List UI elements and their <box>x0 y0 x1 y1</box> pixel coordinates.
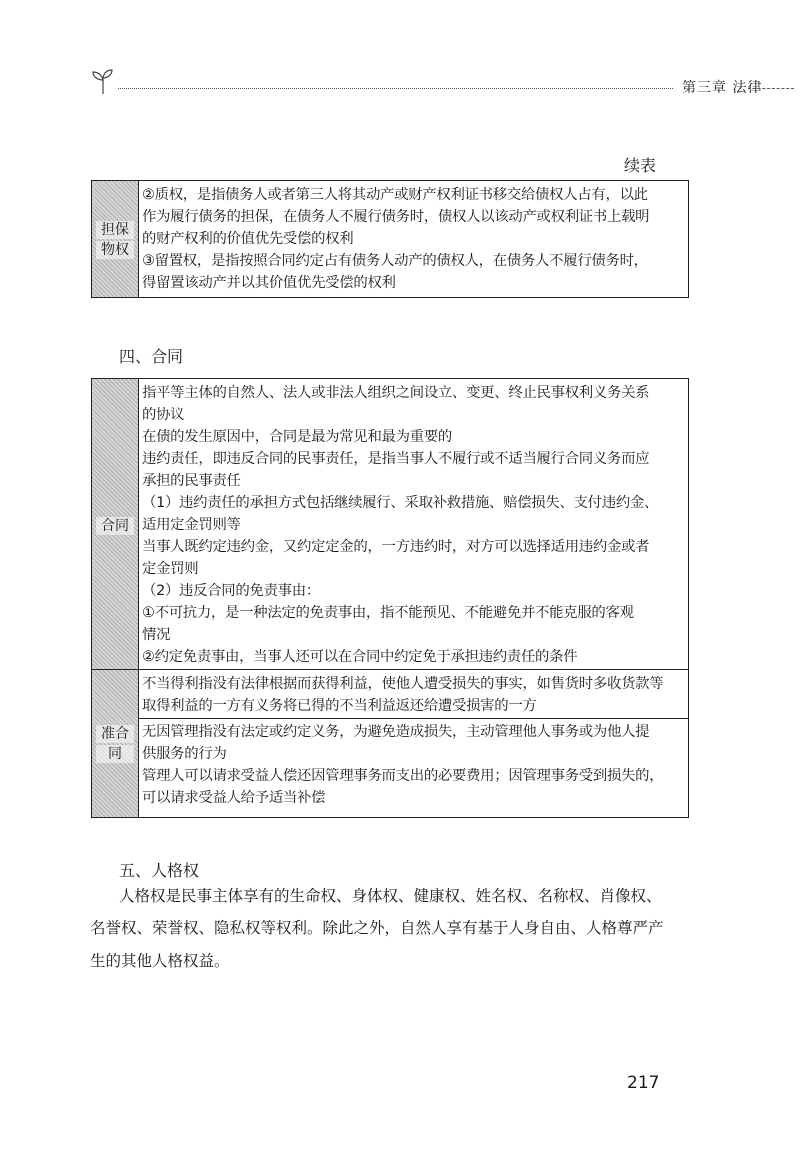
section-title: 四、合同 <box>119 347 184 366</box>
category-cell <box>92 181 139 297</box>
text-line: 取得利益的一方有义务将已得的不当利益返还给遭受损害的一方 <box>142 698 537 714</box>
text-line: 得留置该动产并以其价值优先受偿的权利 <box>142 275 396 291</box>
category-label: 合同 <box>96 517 134 535</box>
text-line: 的协议 <box>142 407 185 423</box>
text-line: 的财产权利的价值优先受偿的权利 <box>142 231 354 247</box>
text-line: 违约责任，即违反合同的民事责任，是指当事人不履行或不适当履行合同义务而应 <box>142 451 650 467</box>
section-title: 五、人格权 <box>119 861 200 880</box>
category-label: 同 <box>96 745 134 763</box>
sprout-icon <box>90 68 116 96</box>
contract-table <box>91 378 689 818</box>
text-line: 情况 <box>142 627 171 643</box>
category-cell <box>92 379 139 817</box>
category-label: 担保 <box>96 221 134 239</box>
page-number: 217 <box>627 1073 660 1093</box>
text-line: 管理人可以请求受益人偿还因管理事务而支出的必要费用；因管理事务受到损失的， <box>142 768 664 784</box>
text-line: ③留置权，是指按照合同约定占有债务人动产的债权人，在债务人不履行债务时， <box>142 253 648 269</box>
guarantee-table <box>91 180 689 298</box>
text-line: 可以请求受益人给予适当补偿 <box>142 790 326 806</box>
paragraph-line: 人格权是民事主体享有的生命权、身体权、健康权、姓名权、名称权、肖像权、 <box>119 887 662 905</box>
chapter-title: 第三章 法律 <box>682 80 763 96</box>
text-line: 不当得利指没有法律根据而获得利益，使他人遭受损失的事实，如售货时多收货款等 <box>142 676 664 692</box>
paragraph-line: 名誉权、荣誉权、隐私权等权利。除此之外，自然人享有基于人身自由、人格尊严产 <box>90 919 664 937</box>
category-label: 准合 <box>96 725 134 743</box>
text-line: 指平等主体的自然人、法人或非法人组织之间设立、变更、终止民事权利义务关系 <box>142 385 650 401</box>
text-line: 在债的发生原因中，合同是最为常见和最为重要的 <box>142 429 452 445</box>
text-line: ②质权，是指债务人或者第三人将其动产或财产权利证书移交给债权人占有，以此 <box>142 187 648 203</box>
text-line: 当事人既约定违约金，又约定定金的，一方违约时，对方可以选择适用违约金或者 <box>142 539 650 555</box>
paragraph-line: 生的其他人格权益。 <box>90 952 230 970</box>
text-line: 承担的民事责任 <box>142 473 241 489</box>
text-line: 供服务的行为 <box>142 746 227 762</box>
text-line: 适用定金罚则等 <box>142 517 241 533</box>
text-line: ①不可抗力，是一种法定的免责事由，指不能预见、不能避免并不能克服的客观 <box>142 605 634 621</box>
header-rule-right <box>748 88 794 89</box>
text-line: 定金罚则 <box>142 561 199 577</box>
text-line: 作为履行债务的担保，在债务人不履行债务时，债权人以该动产或权利证书上载明 <box>142 209 650 225</box>
header-rule-left <box>118 88 673 89</box>
text-line: ②约定免责事由，当事人还可以在合同中约定免于承担违约责任的条件 <box>142 649 578 665</box>
cell-divider <box>139 718 688 719</box>
category-label: 物权 <box>96 241 134 259</box>
text-line: （2）违反合同的免责事由： <box>142 583 320 599</box>
text-line: （1）违约责任的承担方式包括继续履行、采取补救措施、赔偿损失、支付违约金、 <box>142 495 659 511</box>
continued-label: 续表 <box>624 156 657 175</box>
text-line: 无因管理指没有法定或约定义务，为避免造成损失，主动管理他人事务或为他人提 <box>142 724 650 740</box>
row-divider <box>92 669 688 670</box>
running-header <box>88 68 794 98</box>
